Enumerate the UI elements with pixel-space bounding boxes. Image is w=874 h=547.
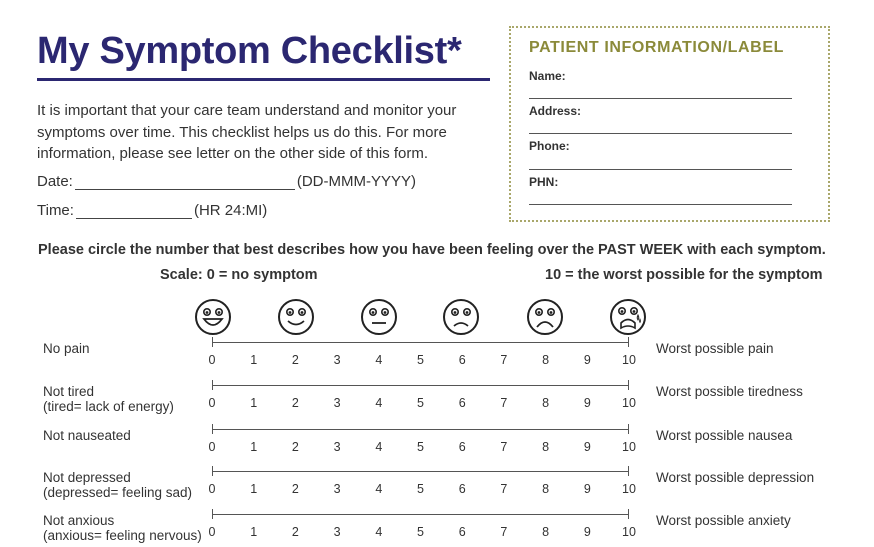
date-field-row: [37, 173, 416, 190]
rating-option-8[interactable]: 8: [542, 482, 550, 496]
scale-start-tick: [212, 466, 213, 476]
symptom-min-label: [43, 341, 90, 356]
name-label: Name:: [529, 69, 566, 83]
rating-option-1[interactable]: 1: [250, 482, 258, 496]
rating-option-6[interactable]: 6: [458, 353, 466, 367]
rating-option-10[interactable]: 10: [622, 525, 636, 539]
rating-option-8[interactable]: 8: [542, 440, 550, 454]
rating-option-7[interactable]: 7: [500, 396, 508, 410]
rating-option-4[interactable]: 4: [375, 440, 383, 454]
symptom-min-text: Not depressed: [43, 470, 131, 485]
rating-option-5[interactable]: 5: [417, 396, 424, 410]
rating-option-2[interactable]: 2: [291, 525, 299, 539]
rating-option-9[interactable]: 9: [583, 396, 591, 410]
patient-information-box: [509, 26, 830, 222]
rating-option-2[interactable]: 2: [291, 396, 299, 410]
scale-start-tick: [212, 424, 213, 434]
rating-option-3[interactable]: 3: [333, 482, 341, 496]
rating-option-10[interactable]: 10: [622, 353, 636, 367]
rating-option-1[interactable]: 1: [250, 525, 258, 539]
date-input[interactable]: [75, 174, 295, 190]
rating-scale-line: [212, 514, 629, 515]
address-line[interactable]: [529, 133, 792, 134]
symptom-min-text: Not anxious: [43, 513, 115, 528]
scale-end-tick: [628, 380, 629, 390]
symptom-min-text: Not nauseated: [43, 428, 131, 443]
rating-option-0[interactable]: 0: [208, 353, 216, 367]
rating-option-9[interactable]: 9: [583, 440, 591, 454]
very-happy-face-icon: [194, 298, 232, 336]
rating-option-6[interactable]: 6: [458, 440, 466, 454]
rating-scale-line: [212, 385, 629, 386]
rating-option-5[interactable]: 5: [417, 353, 424, 367]
rating-option-0[interactable]: 0: [208, 482, 216, 496]
phone-label: Phone:: [529, 139, 570, 153]
symptom-definition: (tired= lack of energy): [43, 399, 174, 414]
instruction-text: Please circle the number that best describes how you have been feeling over the PAST WEEK with each symptom.: [38, 242, 826, 258]
scale-end-tick: [628, 509, 629, 519]
rating-option-8[interactable]: 8: [542, 396, 550, 410]
scale-end-tick: [628, 337, 629, 347]
rating-option-1[interactable]: 1: [250, 440, 258, 454]
rating-scale-line: [212, 342, 629, 343]
rating-option-7[interactable]: 7: [500, 440, 508, 454]
symptom-max-label: Worst possible nausea: [656, 428, 793, 443]
phn-label: PHN:: [529, 175, 559, 189]
rating-option-4[interactable]: 4: [375, 525, 383, 539]
symptom-definition: (anxious= feeling nervous): [43, 528, 202, 543]
time-input[interactable]: [76, 203, 192, 219]
rating-option-4[interactable]: 4: [375, 396, 383, 410]
rating-option-0[interactable]: 0: [208, 440, 216, 454]
sad-face-icon: [442, 298, 480, 336]
rating-option-8[interactable]: 8: [542, 525, 550, 539]
rating-option-2[interactable]: 2: [291, 353, 299, 367]
phn-line[interactable]: [529, 204, 792, 205]
date-label: Date:: [37, 173, 73, 190]
rating-option-3[interactable]: 3: [333, 440, 341, 454]
date-format-hint: (DD-MMM-YYYY): [296, 173, 417, 190]
rating-option-10[interactable]: 10: [622, 440, 636, 454]
patient-box-title: PATIENT INFORMATION/LABEL: [529, 39, 784, 56]
rating-option-4[interactable]: 4: [375, 353, 383, 367]
rating-option-10[interactable]: 10: [622, 396, 636, 410]
rating-option-9[interactable]: 9: [583, 353, 591, 367]
rating-option-1[interactable]: 1: [250, 396, 258, 410]
scale-max-legend: 10 = the worst possible for the symptom: [545, 267, 823, 283]
scale-end-tick: [628, 466, 629, 476]
rating-option-6[interactable]: 6: [458, 482, 466, 496]
time-field-row: [37, 202, 267, 219]
rating-option-3[interactable]: 3: [333, 353, 341, 367]
rating-option-0[interactable]: 0: [208, 396, 216, 410]
rating-option-3[interactable]: 3: [333, 396, 341, 410]
rating-scale-line: [212, 429, 629, 430]
page-title: My Symptom Checklist*: [37, 30, 462, 72]
scale-end-tick: [628, 424, 629, 434]
rating-option-5[interactable]: 5: [417, 482, 424, 496]
scale-start-tick: [212, 509, 213, 519]
very-sad-face-icon: [526, 298, 564, 336]
rating-option-0[interactable]: 0: [208, 525, 216, 539]
title-underline: [37, 78, 490, 81]
intro-paragraph: It is important that your care team understand and monitor your symptoms over time. This checklist helps us do this. For more information, please see letter on the other side of this form.: [37, 102, 457, 162]
rating-option-9[interactable]: 9: [583, 482, 591, 496]
scale-min-legend: Scale: 0 = no symptom: [160, 267, 318, 283]
symptom-max-label: Worst possible tiredness: [656, 384, 803, 399]
symptom-min-label: [43, 384, 174, 414]
rating-option-5[interactable]: 5: [417, 525, 424, 539]
symptom-min-text: Not tired: [43, 384, 95, 399]
rating-option-3[interactable]: 3: [333, 525, 341, 539]
name-line[interactable]: [529, 98, 792, 99]
neutral-face-icon: [360, 298, 398, 336]
symptom-max-label: Worst possible depression: [656, 470, 815, 485]
address-label: Address:: [529, 104, 582, 118]
rating-scale-line: [212, 471, 629, 472]
symptom-definition: (depressed= feeling sad): [43, 485, 192, 500]
rating-option-7[interactable]: 7: [500, 525, 508, 539]
rating-option-8[interactable]: 8: [542, 353, 550, 367]
symptom-max-label: Worst possible anxiety: [656, 513, 791, 528]
crying-face-icon: [609, 298, 647, 336]
time-label: Time:: [37, 202, 74, 219]
rating-option-6[interactable]: 6: [458, 396, 466, 410]
rating-option-5[interactable]: 5: [417, 440, 424, 454]
time-format-hint: (HR 24:MI): [193, 202, 268, 219]
symptom-min-label: [43, 470, 192, 500]
rating-option-2[interactable]: 2: [291, 440, 299, 454]
rating-option-7[interactable]: 7: [500, 353, 508, 367]
happy-face-icon: [277, 298, 315, 336]
phone-line[interactable]: [529, 169, 792, 170]
rating-option-2[interactable]: 2: [291, 482, 299, 496]
symptom-min-label: [43, 428, 131, 443]
scale-start-tick: [212, 380, 213, 390]
symptom-max-label: Worst possible pain: [656, 341, 774, 356]
rating-option-9[interactable]: 9: [583, 525, 591, 539]
scale-start-tick: [212, 337, 213, 347]
rating-option-1[interactable]: 1: [250, 353, 258, 367]
rating-option-6[interactable]: 6: [458, 525, 466, 539]
symptom-min-label: [43, 513, 202, 543]
symptom-min-text: No pain: [43, 341, 90, 356]
rating-option-4[interactable]: 4: [375, 482, 383, 496]
rating-option-7[interactable]: 7: [500, 482, 508, 496]
rating-option-10[interactable]: 10: [622, 482, 636, 496]
